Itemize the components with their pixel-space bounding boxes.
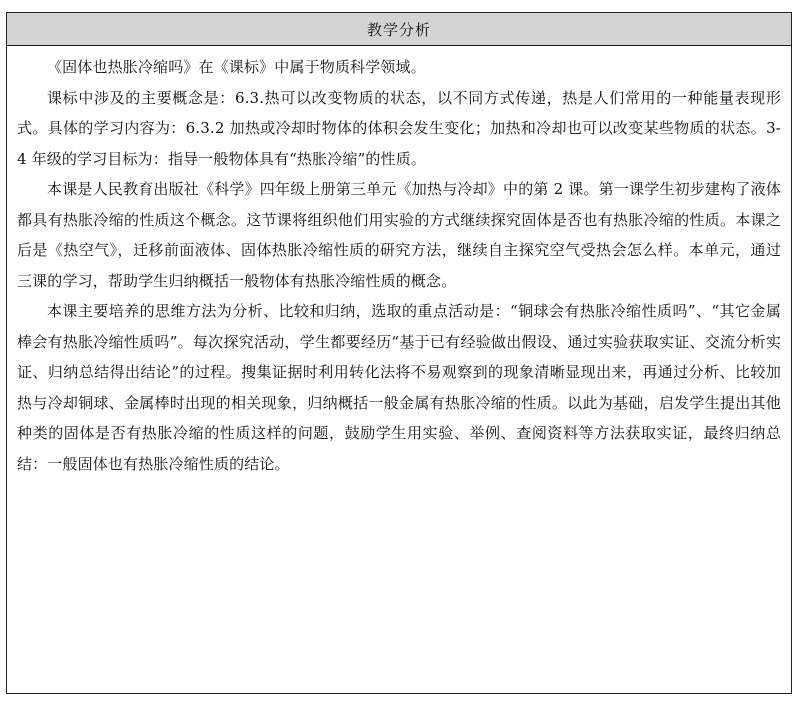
table-body (7, 46, 791, 479)
table-header: 教学分析 (7, 13, 791, 46)
paragraph-thinking-methods: 本课主要培养的思维方法为分析、比较和归纳，选取的重点活动是：“铜球会有热胀冷缩性质吗”、“其它金属棒会有热胀冷缩性质吗”。每次探究活动，学生都要经历“基于已有经验做出假设、通过实验获取实证、交流分析实证、归纳总结得出结论”的过程。搜集证据时利用转化法将不易观察到的现象清晰显现出来，再通过分析、比较加热与冷却铜球、金属棒时出现的相关现象，归纳概括一般金属有热胀冷缩的性质。以此为基础，启发学生提出其他种类的固体是否有热胀冷缩的性质这样的问题，鼓励学生用实验、举例、查阅资料等方法获取实证，最终归纳总结：一般固体也有热胀冷缩性质的结论。 (17, 302, 781, 473)
teaching-analysis-table (6, 12, 792, 694)
paragraph-curriculum-domain: 《固体也热胀冷缩吗》在《课标》中属于物质科学领域。 (47, 58, 426, 76)
paragraph-lesson-position: 本课是人民教育出版社《科学》四年级上册第三单元《加热与冷却》中的第 2 课。第一课学生初步建构了液体都具有热胀冷缩的性质这个概念。这节课将组织他们用实验的方式继续探究固体是否也有热胀冷缩的性质。本课之后是《热空气》，迁移前面液体、固体热胀冷缩性质的研究方法，继续自主探究空气受热会怎么样。本单元，通过三课的学习，帮助学生归纳概括一般物体有热胀冷缩性质的概念。 (17, 180, 781, 290)
paragraph-core-concepts: 课标中涉及的主要概念是：6.3.热可以改变物质的状态，以不同方式传递，热是人们常用的一种能量表现形式。具体的学习内容为：6.3.2 加热或冷却时物体的体积会发生变化；加热和冷却也可以改变某些物质的状态。3-4 年级的学习目标为：指导一般物体具有“热胀冷缩”的性质。 (17, 88, 781, 168)
